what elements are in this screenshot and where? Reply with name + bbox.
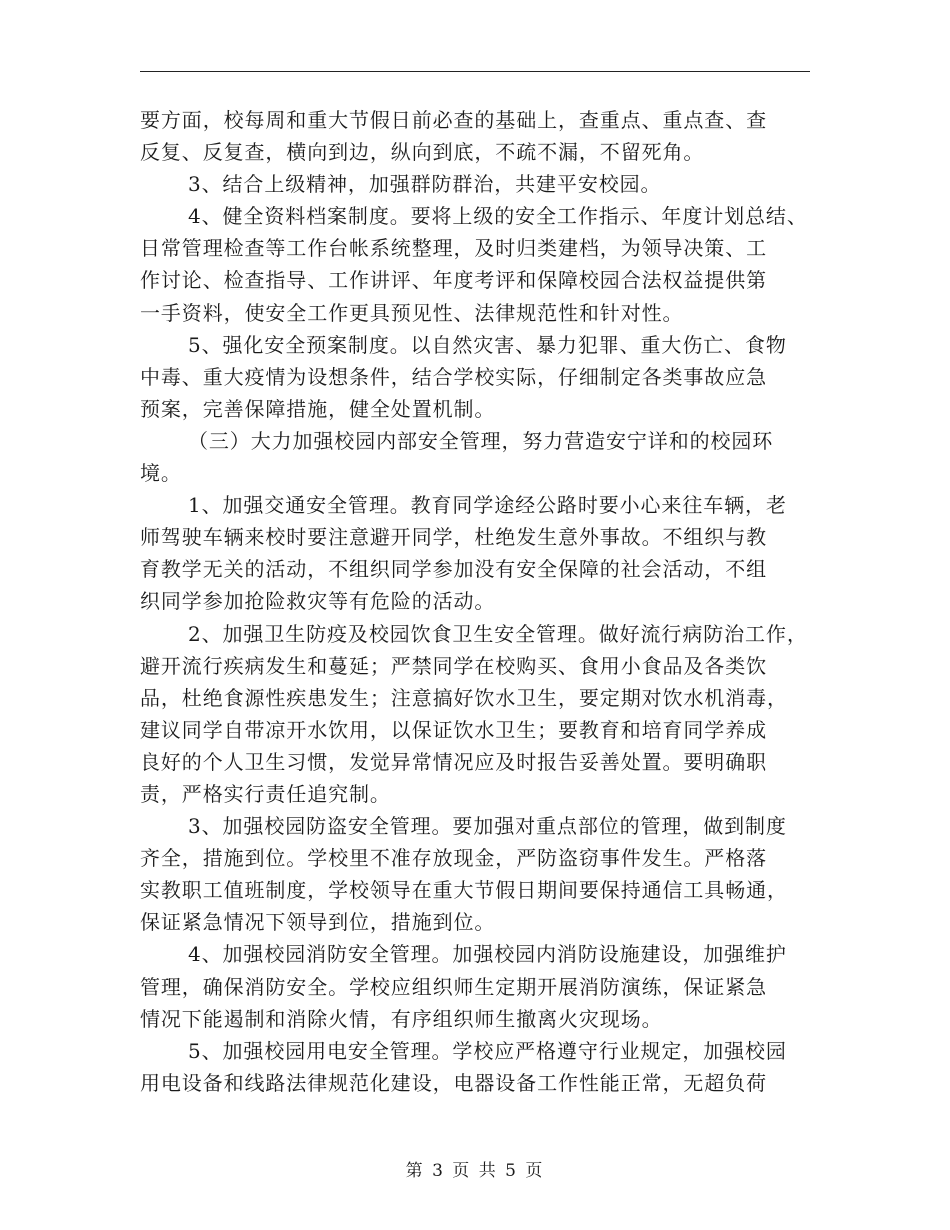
text-line: 一手资料，使安全工作更具预见性、法律规范性和针对性。 [140, 300, 684, 325]
text-line: 反复、反复查，横向到边，纵向到底，不疏不漏，不留死角。 [140, 140, 705, 165]
text-line: 保证紧急情况下领导到位，措施到位。 [140, 910, 496, 935]
text-line: 4、健全资料档案制度。要将上级的安全工作指示、年度计划总结、 [188, 204, 808, 229]
text-line: 3、加强校园防盗安全管理。要加强对重点部位的管理，做到制度 [188, 814, 787, 839]
text-line: 1、加强交通安全管理。教育同学途经公路时要小心来往车辆，老 [188, 493, 787, 518]
text-line: 5、加强校园用电安全管理。学校应严格遵守行业规定，加强校园 [188, 1038, 787, 1063]
text-line: 师驾驶车辆来校时要注意避开同学，杜绝发生意外事故。不组织与教 [140, 525, 767, 550]
text-line: 齐全，措施到位。学校里不准存放现金，严防盗窃事件发生。严格落 [140, 846, 767, 871]
text-line: 4、加强校园消防安全管理。加强校园内消防设施建设，加强维护 [188, 942, 787, 967]
text-line: 建议同学自带凉开水饮用，以保证饮水卫生；要教育和培育同学养成 [140, 717, 767, 742]
text-line: 日常管理检查等工作台帐系统整理，及时归类建档，为领导决策、工 [140, 236, 767, 261]
text-line: 育教学无关的活动，不组织同学参加没有安全保障的社会活动，不组 [140, 557, 767, 582]
text-line: 预案，完善保障措施，健全处置机制。 [140, 396, 496, 421]
text-line: 用电设备和线路法律规范化建设，电器设备工作性能正常，无超负荷 [140, 1070, 767, 1095]
text-line: 作讨论、检查指导、工作讲评、年度考评和保障校园合法权益提供第 [140, 268, 767, 293]
text-line: 责，严格实行责任追究制。 [140, 781, 391, 806]
text-line: 织同学参加抢险救灾等有危险的活动。 [140, 589, 496, 614]
text-line: 品，杜绝食源性疾患发生；注意搞好饮水卫生，要定期对饮水机消毒， [140, 685, 788, 710]
text-line: 管理，确保消防安全。学校应组织师生定期开展消防演练，保证紧急 [140, 974, 767, 999]
text-line: 情况下能遏制和消除火情，有序组织师生撤离火灾现场。 [140, 1006, 663, 1031]
text-line: （三）大力加强校园内部安全管理，努力营造安宁详和的校园环 [188, 428, 774, 453]
text-line: 要方面，校每周和重大节假日前必查的基础上，查重点、重点查、查 [140, 108, 767, 132]
text-line: 中毒、重大疫情为设想条件，结合学校实际，仔细制定各类事故应急 [140, 364, 767, 389]
page-footer: 第 3 页 共 5 页 [405, 1161, 545, 1181]
text-line: 避开流行疾病发生和蔓延；严禁同学在校购买、食用小食品及各类饮 [140, 653, 767, 678]
header-rule [140, 71, 810, 72]
text-line: 5、强化安全预案制度。以自然灾害、暴力犯罪、重大伤亡、食物 [188, 332, 787, 357]
text-line: 2、加强卫生防疫及校园饮食卫生安全管理。做好流行病防治工作， [188, 621, 808, 646]
text-line: 境。 [140, 461, 182, 486]
document-body [140, 104, 816, 1099]
text-line: 实教职工值班制度，学校领导在重大节假日期间要保持通信工具畅通， [140, 878, 788, 903]
text-line: 良好的个人卫生习惯，发觉异常情况应及时报告妥善处置。要明确职 [140, 749, 767, 774]
text-line: 3、结合上级精神，加强群防群治，共建平安校园。 [188, 172, 662, 197]
